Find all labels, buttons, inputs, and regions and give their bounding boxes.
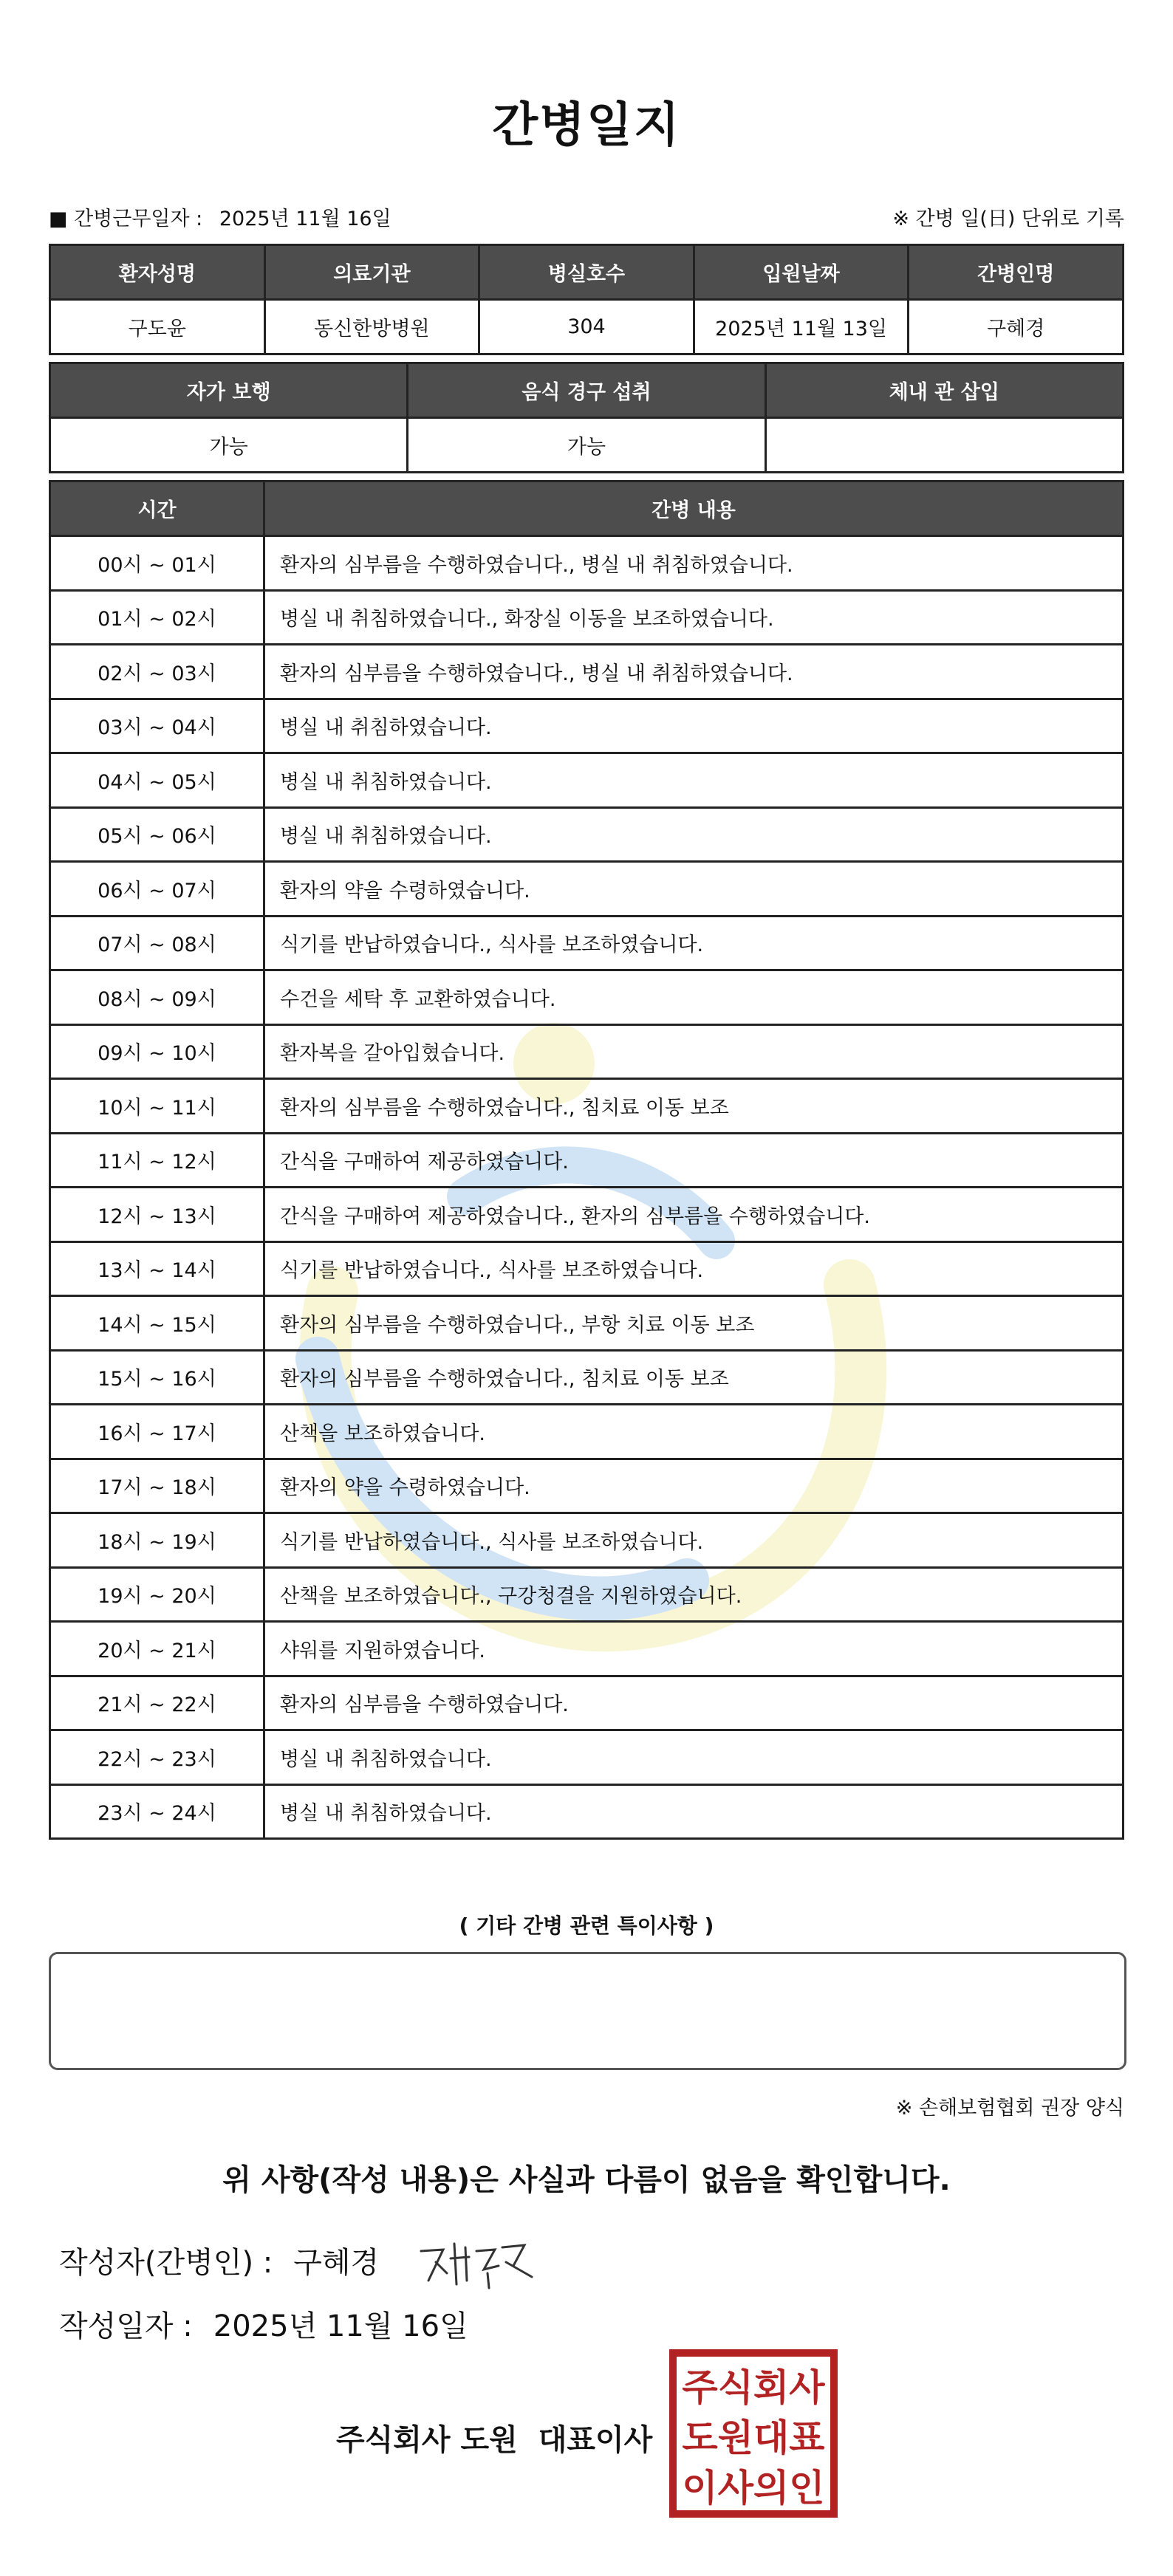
care-content-cell: 환자복을 갈아입혔습니다. [264, 1024, 1124, 1079]
oral-intake-value: 가능 [408, 418, 765, 473]
care-content-cell: 식기를 반납하였습니다., 식사를 보조하였습니다. [264, 1513, 1124, 1568]
table-row [50, 536, 1124, 591]
company-seal [668, 2349, 838, 2518]
table-row [50, 1730, 1124, 1785]
header-caregiver: 간병인명 [909, 245, 1124, 300]
care-content-cell: 환자의 심부름을 수행하였습니다., 병실 내 취침하였습니다. [264, 536, 1124, 591]
care-content-cell: 간식을 구매하여 제공하였습니다. [264, 1133, 1124, 1188]
care-content-cell: 환자의 심부름을 수행하였습니다., 병실 내 취침하였습니다. [264, 645, 1124, 699]
other-notes-title: ( 기타 간병 관련 특이사항 ) [459, 1914, 714, 1938]
care-content-cell: 간식을 구매하여 제공하였습니다., 환자의 심부름을 수행하였습니다. [264, 1188, 1124, 1242]
time-cell: 13시 ~ 14시 [50, 1241, 264, 1296]
page-title: 간병일지 [492, 98, 681, 153]
time-cell: 21시 ~ 22시 [50, 1676, 264, 1730]
time-cell: 18시 ~ 19시 [50, 1513, 264, 1568]
unit-note: ※ 간병 일(日) 단위로 기록 [892, 208, 1124, 230]
time-cell: 19시 ~ 20시 [50, 1567, 264, 1622]
confirmation-text: 위 사항(작성 내용)은 사실과 다름이 없음을 확인합니다. [222, 2163, 951, 2197]
time-cell: 10시 ~ 11시 [50, 1079, 264, 1134]
care-content-cell: 병실 내 취침하였습니다., 화장실 이동을 보조하였습니다. [264, 590, 1124, 645]
hospital-name: 동신한방병원 [264, 300, 479, 354]
time-cell: 04시 ~ 05시 [50, 753, 264, 808]
care-content-cell: 병실 내 취침하였습니다. [264, 1730, 1124, 1785]
table-row [50, 1459, 1124, 1513]
patient-info-table [49, 244, 1124, 355]
company-name: 주식회사 도원 [336, 2423, 518, 2457]
care-content-cell: 병실 내 취침하였습니다. [264, 1784, 1124, 1839]
table-row [50, 862, 1124, 917]
other-notes-box [49, 1952, 1126, 2070]
time-cell: 16시 ~ 17시 [50, 1405, 264, 1459]
time-cell: 22시 ~ 23시 [50, 1730, 264, 1785]
table-row [50, 807, 1124, 862]
written-date-label: 작성일자 : [59, 2309, 193, 2343]
care-log-body [50, 536, 1124, 1839]
patient-name: 구도윤 [50, 300, 265, 354]
caregiver-name: 구혜경 [909, 300, 1124, 354]
header-time: 시간 [50, 482, 264, 536]
table-row [50, 970, 1124, 1025]
care-content-cell: 환자의 약을 수령하였습니다. [264, 862, 1124, 917]
representative-title: 대표이사 [538, 2423, 653, 2457]
time-cell: 00시 ~ 01시 [50, 536, 264, 591]
time-cell: 08시 ~ 09시 [50, 970, 264, 1025]
header-room: 병실호수 [479, 245, 694, 300]
company-line [336, 2416, 652, 2459]
table-row [50, 699, 1124, 753]
care-content-cell: 환자의 심부름을 수행하였습니다., 침치료 이동 보조 [264, 1350, 1124, 1405]
header-patient-name: 환자성명 [50, 245, 265, 300]
tube-value [765, 418, 1123, 473]
table-row [50, 1784, 1124, 1839]
care-content-cell: 산책을 보조하였습니다. [264, 1405, 1124, 1459]
table-row [50, 1622, 1124, 1676]
time-cell: 23시 ~ 24시 [50, 1784, 264, 1839]
table-row [50, 1350, 1124, 1405]
header-oral-intake: 음식 경구 섭취 [408, 363, 765, 418]
work-date-value: 2025년 11월 16일 [219, 208, 391, 230]
writer-line [59, 2239, 379, 2281]
work-date-line [49, 202, 391, 231]
writer-label: 작성자(간병인) : [59, 2246, 273, 2280]
time-cell: 17시 ~ 18시 [50, 1459, 264, 1513]
time-cell: 15시 ~ 16시 [50, 1350, 264, 1405]
care-content-cell: 병실 내 취침하였습니다. [264, 807, 1124, 862]
table-row [50, 916, 1124, 970]
table-row [50, 1241, 1124, 1296]
care-content-cell: 환자의 심부름을 수행하였습니다., 침치료 이동 보조 [264, 1079, 1124, 1134]
table-row [50, 645, 1124, 699]
time-cell: 07시 ~ 08시 [50, 916, 264, 970]
time-cell: 12시 ~ 13시 [50, 1188, 264, 1242]
written-date-line [59, 2303, 468, 2345]
table-row [50, 1079, 1124, 1134]
time-cell: 02시 ~ 03시 [50, 645, 264, 699]
table-row [50, 1513, 1124, 1568]
table-row [50, 1676, 1124, 1730]
header-walking: 자가 보행 [50, 363, 408, 418]
table-row [50, 1188, 1124, 1242]
table-row [50, 1567, 1124, 1622]
care-content-cell: 산책을 보조하였습니다., 구강청결을 지원하였습니다. [264, 1567, 1124, 1622]
header-tube: 체내 관 삽입 [765, 363, 1123, 418]
table-row [50, 590, 1124, 645]
time-cell: 01시 ~ 02시 [50, 590, 264, 645]
time-cell: 03시 ~ 04시 [50, 699, 264, 753]
work-date-label: ■ 간병근무일자 : [49, 208, 203, 230]
time-cell: 06시 ~ 07시 [50, 862, 264, 917]
care-content-cell: 환자의 심부름을 수행하였습니다. [264, 1676, 1124, 1730]
seal-line-2: 도원대표 [682, 2416, 825, 2459]
time-cell: 14시 ~ 15시 [50, 1296, 264, 1351]
table-row [50, 1296, 1124, 1351]
care-content-cell: 수건을 세탁 후 교환하였습니다. [264, 970, 1124, 1025]
care-content-cell: 식기를 반납하였습니다., 식사를 보조하였습니다. [264, 916, 1124, 970]
header-care-content: 간병 내용 [264, 482, 1124, 536]
writer-name: 구혜경 [293, 2246, 380, 2280]
written-date: 2025년 11월 16일 [213, 2309, 468, 2343]
patient-status-table [49, 362, 1124, 473]
care-content-cell: 환자의 심부름을 수행하였습니다., 부항 치료 이동 보조 [264, 1296, 1124, 1351]
header-hospital: 의료기관 [264, 245, 479, 300]
room-number: 304 [479, 300, 694, 354]
time-cell: 09시 ~ 10시 [50, 1024, 264, 1079]
seal-line-3: 이사의인 [682, 2467, 825, 2510]
walking-value: 가능 [50, 418, 408, 473]
handwritten-signature [414, 2229, 539, 2295]
care-content-cell: 식기를 반납하였습니다., 식사를 보조하였습니다. [264, 1241, 1124, 1296]
table-row [50, 1133, 1124, 1188]
admission-date: 2025년 11월 13일 [694, 300, 909, 354]
time-cell: 11시 ~ 12시 [50, 1133, 264, 1188]
time-cell: 05시 ~ 06시 [50, 807, 264, 862]
table-row [50, 753, 1124, 808]
care-content-cell: 병실 내 취침하였습니다. [264, 699, 1124, 753]
seal-line-1: 주식회사 [682, 2366, 825, 2409]
care-content-cell: 환자의 약을 수령하였습니다. [264, 1459, 1124, 1513]
care-content-cell: 병실 내 취침하였습니다. [264, 753, 1124, 808]
table-row [50, 1405, 1124, 1459]
care-log-table [49, 480, 1124, 1840]
form-note: ※ 손해보험협회 권장 양식 [895, 2097, 1124, 2120]
table-row [50, 1024, 1124, 1079]
care-content-cell: 샤워를 지원하였습니다. [264, 1622, 1124, 1676]
header-admission-date: 입원날짜 [694, 245, 909, 300]
time-cell: 20시 ~ 21시 [50, 1622, 264, 1676]
